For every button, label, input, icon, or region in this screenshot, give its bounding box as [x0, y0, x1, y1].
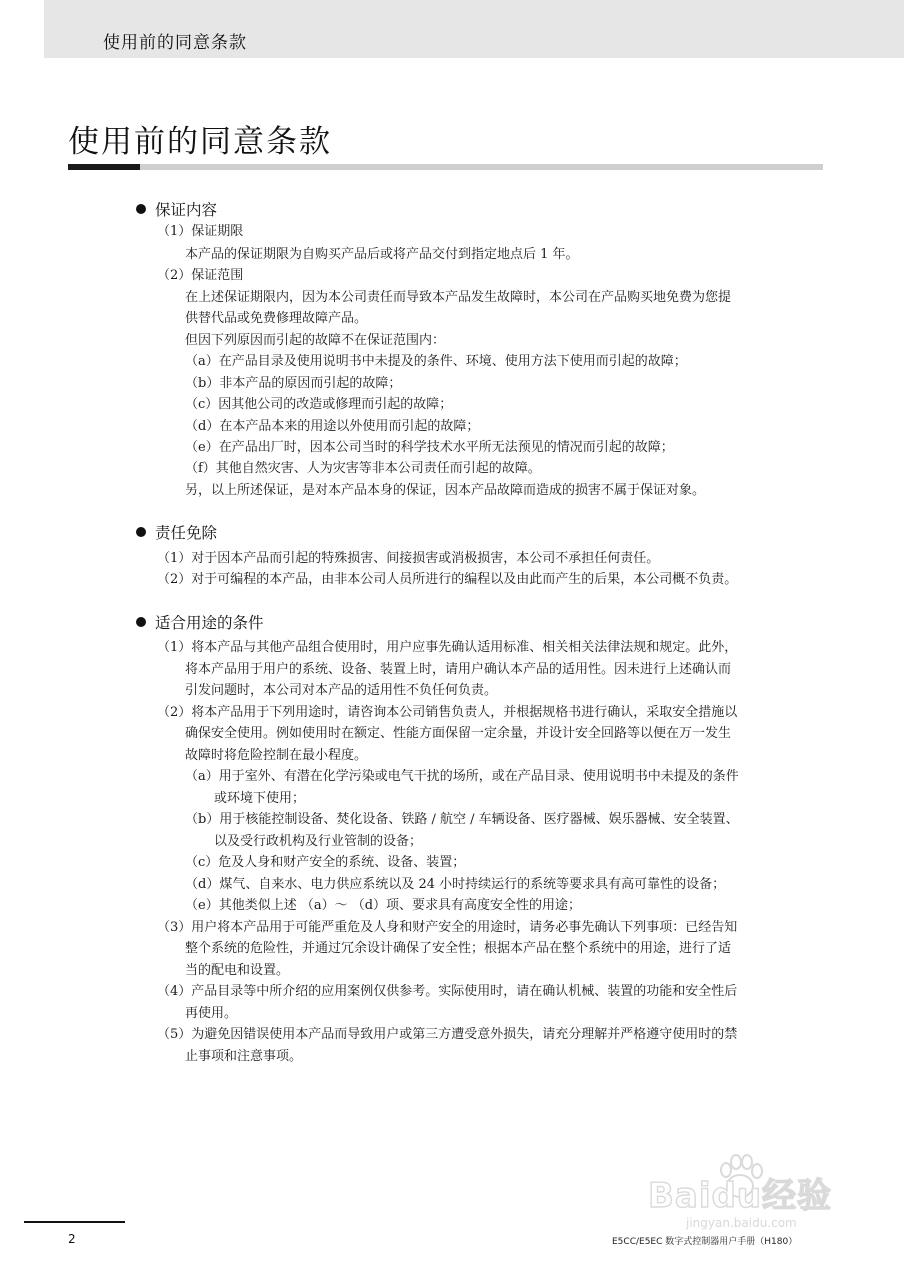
warranty-line: 另，以上所述保证，是对本产品本身的保证，因本产品故障而造成的损害不属于保证对象。 [185, 483, 706, 498]
bullet-icon [136, 204, 146, 214]
watermark-brand: Baidu经验 [648, 1176, 833, 1216]
suitability-line: 以及受行政机构及行业管制的设备； [214, 834, 423, 849]
suitability-line: 止事项和注意事项。 [185, 1049, 303, 1064]
suitability-line: 再使用。 [185, 1006, 238, 1021]
warranty-line: （2）保证范围 [157, 268, 244, 283]
suitability-line: 当的配电和设置。 [185, 963, 290, 978]
suitability-line: 或环境下使用； [214, 791, 306, 806]
suitability-line: （c）危及人身和财产安全的系统、设备、装置； [185, 855, 466, 870]
suitability-line: 确保安全使用。例如使用时在额定、性能方面保留一定余量，并设计安全回路等以便在万一发生 [185, 726, 732, 741]
warranty-line: （1）保证期限 [157, 224, 244, 239]
suitability-line: （4）产品目录等中所介绍的应用案例仅供参考。实际使用时，请在确认机械、装置的功能和安全性后 [157, 984, 738, 999]
warranty-line: 在上述保证期限内，因为本公司责任而导致本产品发生故障时，本公司在产品购买地免费为您提 [185, 290, 732, 305]
suitability-line: （2）将本产品用于下列用途时，请咨询本公司销售负责人，并根据规格书进行确认，采取安全措施以 [157, 705, 738, 720]
section-heading-liability: 责任免除 [155, 524, 218, 542]
suitability-line: 整个系统的危险性，并通过冗余设计确保了安全性；根据本产品在整个系统中的用途，进行了适 [185, 941, 732, 956]
page-number: 2 [68, 1232, 76, 1246]
title-underline [68, 164, 823, 170]
suitability-line: （a）用于室外、有潜在化学污染或电气干扰的场所，或在产品目录、使用说明书中未提及的条件 [185, 769, 739, 784]
warranty-line: 本产品的保证期限为自购买产品后或将产品交付到指定地点后 1 年。 [185, 247, 579, 262]
page-title: 使用前的同意条款 [68, 124, 332, 160]
suitability-line: （b）用于核能控制设备、焚化设备、铁路 / 航空 / 车辆设备、医疗器械、娱乐器械、安全装置、 [185, 812, 739, 827]
warranty-line: （f）其他自然灾害、人为灾害等非本公司责任而引起的故障。 [185, 461, 541, 476]
suitability-line: （d）煤气、自来水、电力供应系统以及 24 小时持续运行的系统等要求具有高可靠性的设备； [185, 877, 726, 892]
liability-line: （2）对于可编程的本产品，由非本公司人员所进行的编程以及由此而产生的后果，本公司概不负责。 [157, 572, 738, 587]
running-header-title: 使用前的同意条款 [103, 33, 247, 53]
section-heading-suitability: 适合用途的条件 [155, 614, 264, 632]
suitability-line: （1）将本产品与其他产品组合使用时，用户应事先确认适用标准、相关相关法律法规和规定。此外， [157, 640, 738, 655]
suitability-line: 将本产品用于用户的系统、设备、装置上时，请用户确认本产品的适用性。因未进行上述确认而 [185, 662, 732, 677]
suitability-line: （3）用户将本产品用于可能严重危及人身和财产安全的用途时，请务必事先确认下列事项：已经告知 [157, 920, 738, 935]
watermark-url: jingyan.baidu.com [686, 1216, 797, 1230]
footer-manual-title: E5CC/E5EC 数字式控制器用户手册（H180） [612, 1237, 798, 1247]
suitability-line: （5）为避免因错误使用本产品而导致用户或第三方遭受意外损失，请充分理解并严格遵守使用时的禁 [157, 1027, 738, 1042]
suitability-line: 引发问题时，本公司对本产品的适用性不负任何负责。 [185, 683, 498, 698]
suitability-line: 故障时将危险控制在最小程度。 [185, 748, 368, 763]
warranty-line: （b）非本产品的原因而引起的故障； [185, 376, 402, 391]
warranty-line: 供替代品或免费修理故障产品。 [185, 311, 368, 326]
liability-line: （1）对于因本产品而引起的特殊损害、间接损害或消极损害，本公司不承担任何责任。 [157, 551, 660, 566]
baidu-watermark [640, 1150, 850, 1246]
warranty-line: （c）因其他公司的改造或修理而引起的故障； [185, 397, 453, 412]
warranty-line: （e）在产品出厂时，因本公司当时的科学技术水平所无法预见的情况而引起的故障； [185, 440, 674, 455]
bullet-icon [136, 527, 146, 537]
warranty-line: （a）在产品目录及使用说明书中未提及的条件、环境、使用方法下使用而引起的故障； [185, 354, 687, 369]
bullet-icon [136, 617, 146, 627]
warranty-line: 但因下列原因而引起的故障不在保证范围内： [185, 333, 446, 348]
suitability-line: （e）其他类似上述 （a）～ （d）项、要求具有高度安全性的用途； [185, 898, 582, 913]
section-heading-warranty: 保证内容 [155, 201, 218, 219]
footer-rule [24, 1221, 125, 1223]
warranty-line: （d）在本产品本来的用途以外使用而引起的故障； [185, 419, 480, 434]
title-underline-accent [68, 164, 140, 170]
